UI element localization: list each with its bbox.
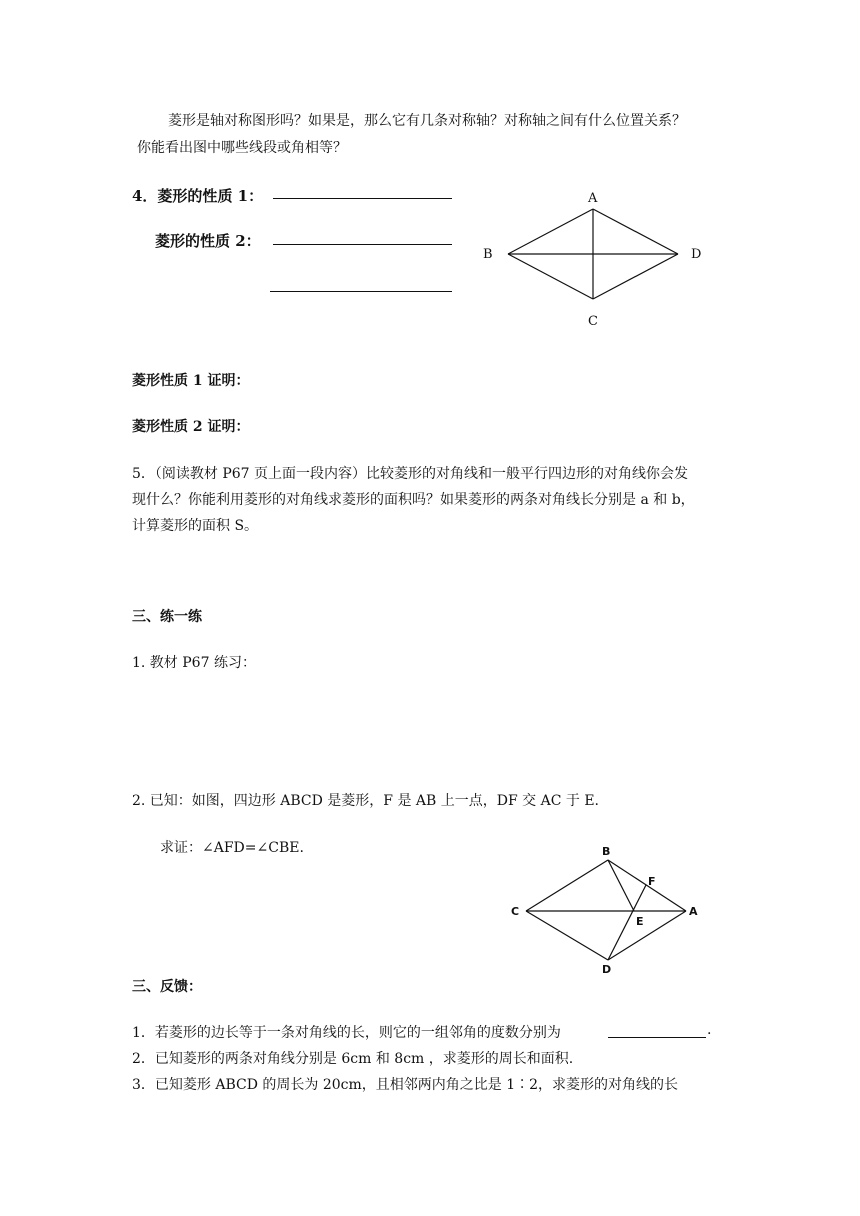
side-ad [608, 911, 686, 960]
label-f: F [648, 875, 656, 888]
question-5-line-2: 现什么？你能利用菱形的对角线求菱形的面积吗？如果菱形的两条对角线长分别是 a 和 b， [132, 492, 695, 508]
property-2-label: 菱形的性质 2： [155, 232, 261, 250]
label-a: A [588, 191, 598, 206]
practice-item-2: 2. 已知：如图，四边形 ABCD 是菱形，F 是 AB 上一点，DF 交 AC 于 E. [132, 793, 599, 809]
label-d: D [602, 963, 612, 976]
side-cb [526, 860, 608, 911]
label-c: C [588, 314, 598, 329]
proof-1-label: 菱形性质 1 证明： [132, 373, 250, 389]
label-b: B [602, 845, 611, 858]
label-d: D [691, 247, 702, 262]
feedback-item-1-blank [608, 1037, 706, 1038]
feedback-item-1-period: . [707, 1022, 712, 1038]
label-e: E [636, 915, 644, 928]
intro-line-2: 你能看出图中哪些线段或角相等？ [137, 140, 347, 156]
segment-be [608, 860, 634, 911]
label-b: B [483, 247, 493, 262]
intro-line-1: 菱形是轴对称图形吗？如果是，那么它有几条对称轴？对称轴之间有什么位置关系？ [168, 113, 686, 129]
question-5-line-1: 5．（阅读教材 P67 页上面一段内容）比较菱形的对角线和一般平行四边形的对角线你会发 [132, 466, 689, 482]
practice-heading: 三、练一练 [132, 609, 202, 625]
feedback-heading: 三、反馈： [132, 979, 202, 995]
practice-item-1: 1. 教材 P67 练习： [132, 655, 256, 671]
side-ba [608, 860, 686, 911]
label-a: A [689, 905, 698, 918]
feedback-item-2: 2．已知菱形的两条对角线分别是 6cm 和 8cm ，求菱形的周长和面积. [132, 1051, 574, 1067]
proof-2-label: 菱形性质 2 证明： [132, 419, 250, 435]
feedback-item-1: 1．若菱形的边长等于一条对角线的长，则它的一组邻角的度数分别为 [132, 1025, 561, 1041]
question-5-line-3: 计算菱形的面积 S。 [132, 518, 259, 534]
feedback-item-3: 3．已知菱形 ABCD 的周长为 20cm，且相邻两内角之比是 1∶2，求菱形的对角线的长 [132, 1077, 679, 1093]
property-1-label: 4．菱形的性质 1： [132, 187, 264, 205]
label-c: C [511, 905, 520, 918]
side-dc [526, 911, 608, 960]
practice-prove: 求证：∠AFD=∠CBE. [160, 840, 304, 856]
